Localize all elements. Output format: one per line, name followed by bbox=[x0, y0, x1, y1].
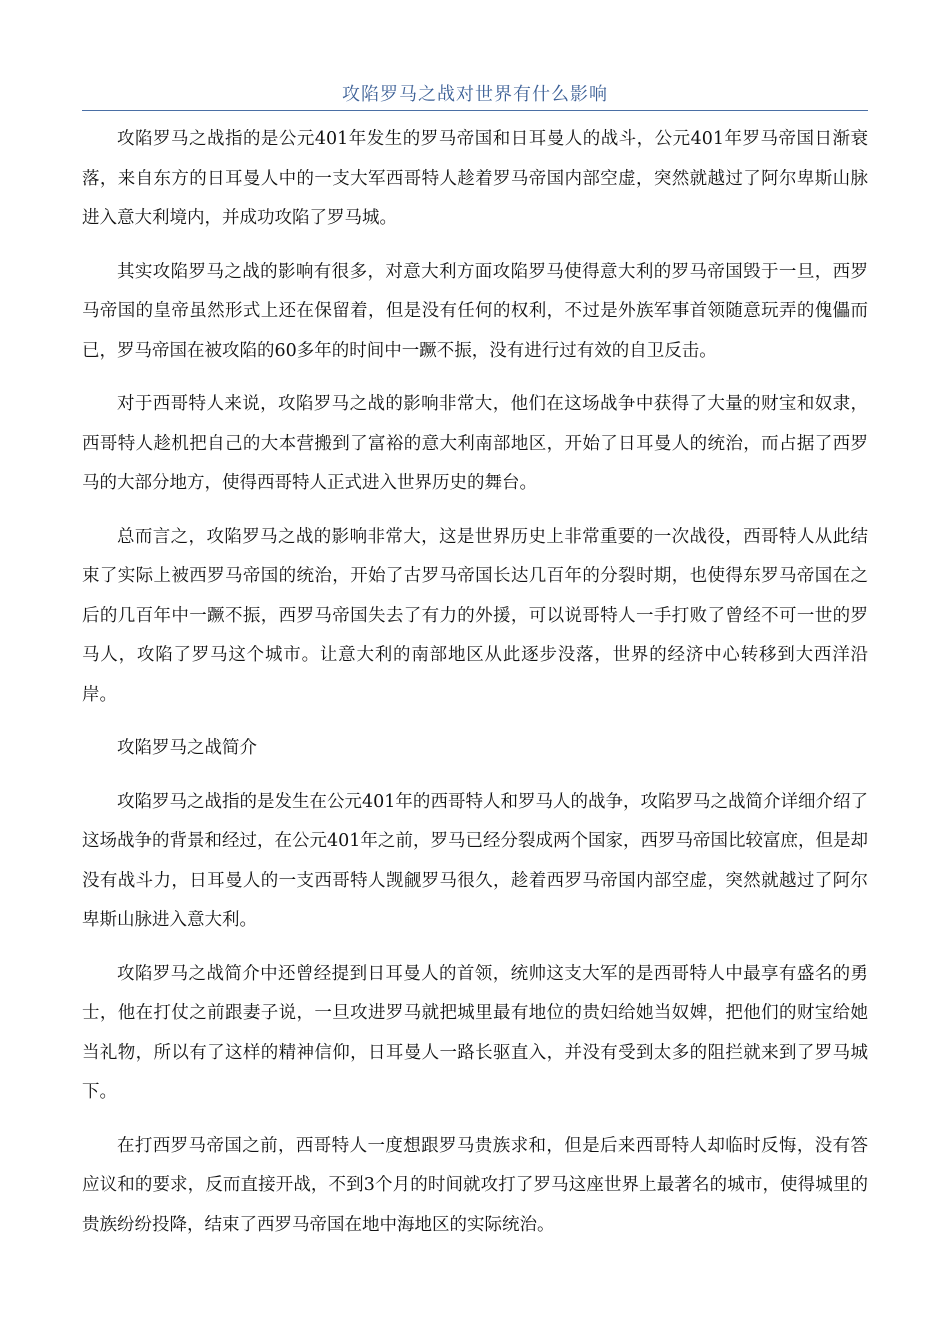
paragraph-2: 其实攻陷罗马之战的影响有很多，对意大利方面攻陷罗马使得意大利的罗马帝国毁于一旦，西罗马帝国的皇帝虽然形式上还在保留着，但是没有任何的权利，不过是外族军事首领随意玩弄的傀儡而已，罗马帝国在被攻陷的60多年的时间中一蹶不振，没有进行过有效的自卫反击。 bbox=[82, 261, 868, 361]
paragraph-7: 在打西罗马帝国之前，西哥特人一度想跟罗马贵族求和，但是后来西哥特人却临时反悔，没有答应议和的要求，反而直接开战，不到3个月的时间就攻打了罗马这座世界上最著名的城市，使得城里的贵族纷纷投降，结束了西罗马帝国在地中海地区的实际统治。 bbox=[82, 1135, 868, 1235]
page-header bbox=[82, 82, 868, 111]
paragraph-4: 总而言之，攻陷罗马之战的影响非常大，这是世界历史上非常重要的一次战役，西哥特人从此结束了实际上被西罗马帝国的统治，开始了古罗马帝国长达几百年的分裂时期，也使得东罗马帝国在之后的几百年中一蹶不振，西罗马帝国失去了有力的外援，可以说哥特人一手打败了曾经不可一世的罗马人，攻陷了罗马这个城市。让意大利的南部地区从此逐步没落，世界的经济中心转移到大西洋沿岸。 bbox=[82, 526, 868, 705]
paragraph-3: 对于西哥特人来说，攻陷罗马之战的影响非常大，他们在这场战争中获得了大量的财宝和奴隶，西哥特人趁机把自己的大本营搬到了富裕的意大利南部地区，开始了日耳曼人的统治，而占据了西罗马的大部分地方，使得西哥特人正式进入世界历史的舞台。 bbox=[82, 394, 868, 493]
paragraph-1: 攻陷罗马之战指的是公元401年发生的罗马帝国和日耳曼人的战斗，公元401年罗马帝国日渐衰落，来自东方的日耳曼人中的一支大军西哥特人趁着罗马帝国内部空虚，突然就越过了阿尔卑斯山脉进入意大利境内，并成功攻陷了罗马城。 bbox=[82, 129, 868, 228]
paragraph-5: 攻陷罗马之战指的是发生在公元401年的西哥特人和罗马人的战争，攻陷罗马之战简介详细介绍了这场战争的背景和经过，在公元401年之前，罗马已经分裂成两个国家，西罗马帝国比较富庶，但是却没有战斗力，日耳曼人的一支西哥特人觊觎罗马很久，趁着西罗马帝国内部空虚，突然就越过了阿尔卑斯山脉进入意大利。 bbox=[82, 791, 868, 930]
document-body bbox=[82, 120, 868, 1259]
paragraph-6: 攻陷罗马之战简介中还曾经提到日耳曼人的首领，统帅这支大军的是西哥特人中最享有盛名的勇士，他在打仗之前跟妻子说，一旦攻进罗马就把城里最有地位的贵妇给她当奴婢，把他们的财宝给她当礼物，所以有了这样的精神信仰，日耳曼人一路长驱直入，并没有受到太多的阻拦就来到了罗马城下。 bbox=[82, 963, 868, 1102]
section-heading: 攻陷罗马之战简介 bbox=[117, 738, 257, 758]
page-title: 攻陷罗马之战对世界有什么影响 bbox=[342, 84, 608, 105]
